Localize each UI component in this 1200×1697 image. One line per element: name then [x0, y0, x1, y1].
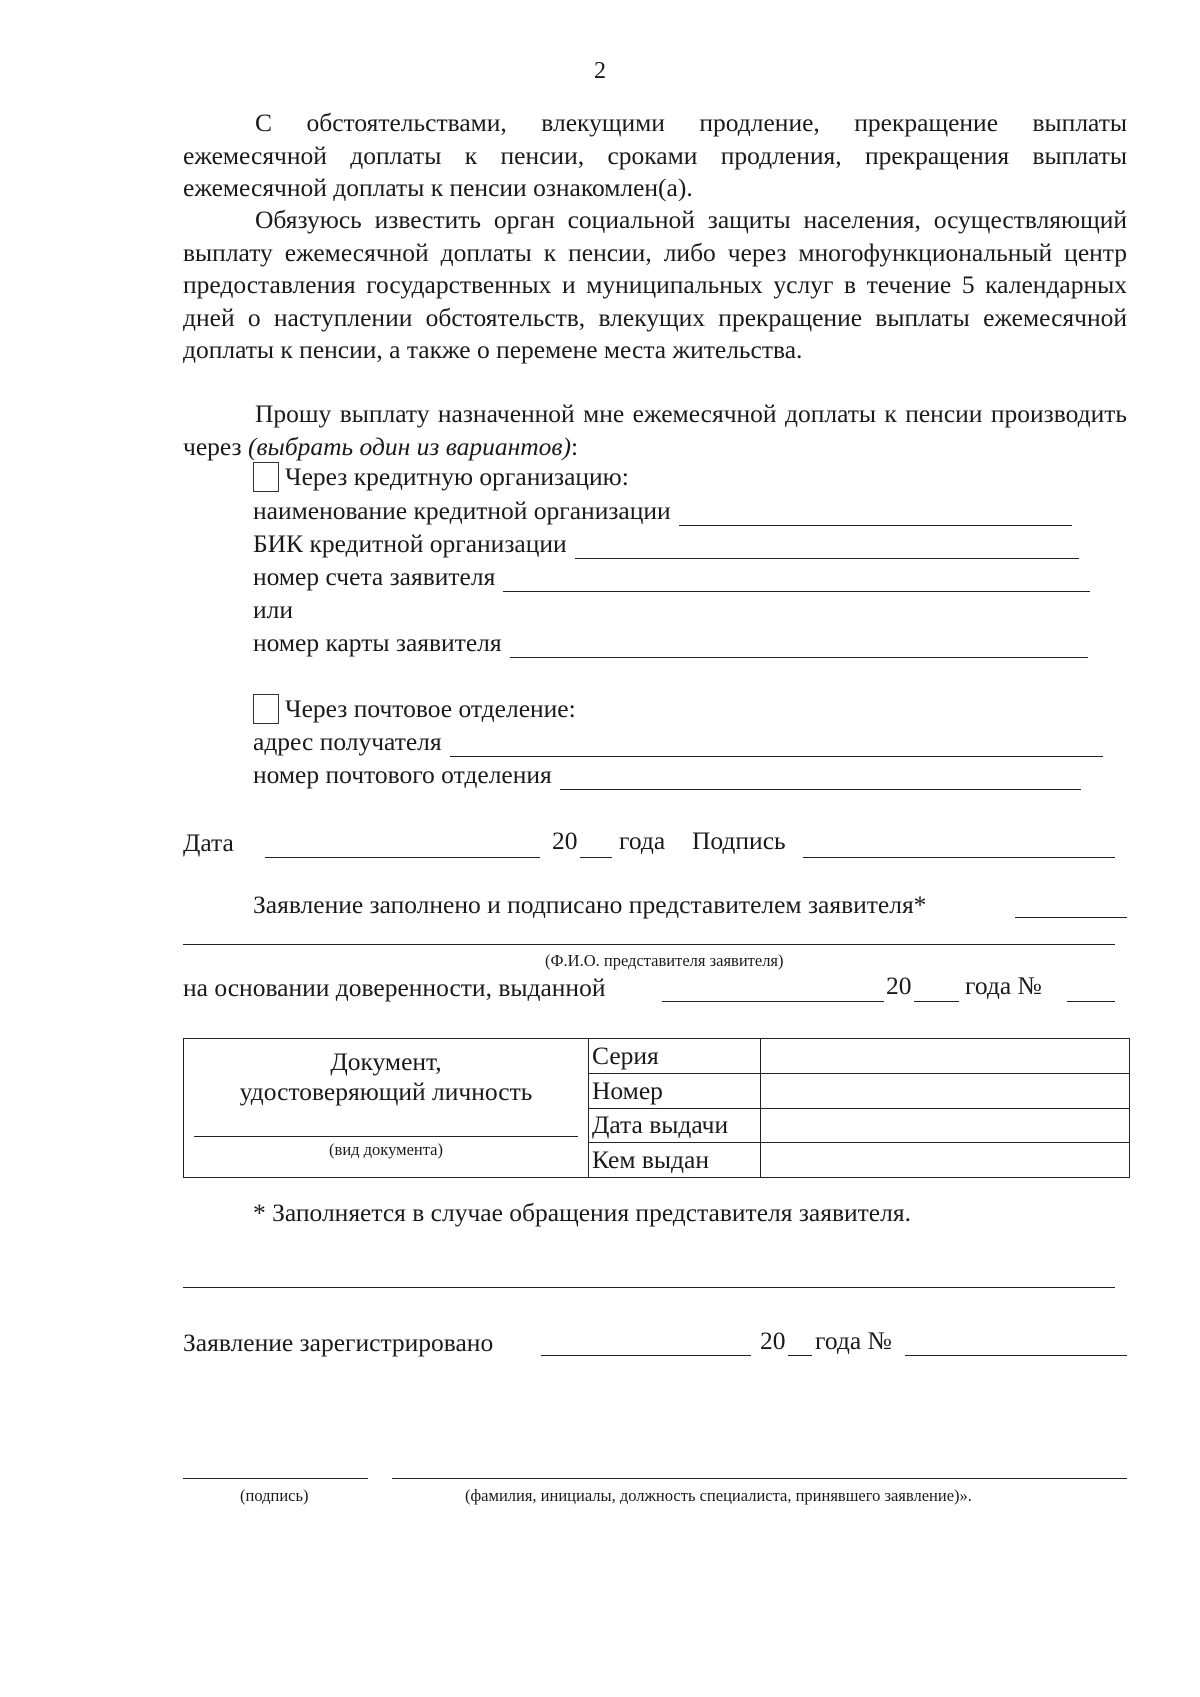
- proxy-number-field[interactable]: [1067, 1001, 1115, 1002]
- account-number-field[interactable]: [503, 567, 1090, 592]
- doc-number-field[interactable]: [761, 1073, 1130, 1108]
- registered-year-prefix: 20: [760, 1326, 786, 1355]
- signature-caption: (подпись): [240, 1486, 309, 1505]
- identity-document-type-caption: (вид документа): [329, 1140, 443, 1159]
- registered-year-label: года №: [815, 1326, 892, 1355]
- credit-name-row: [253, 496, 1072, 526]
- credit-name-field[interactable]: [679, 501, 1072, 526]
- account-number-label: номер счета заявителя: [253, 562, 496, 591]
- card-number-row: [253, 628, 1088, 658]
- paragraph-obligation-text: Обязуюсь известить орган социальной защиты населения, осуществляющий выплату ежемесячной доплаты к пенсии, либо через многофункциональный центр предоставления государственных и муниципальных услуг в течение 5 календарных дней о наступлении обстоятельств, влекущих прекращение выплаты ежемесячной доплаты к пенсии, а также о перемене места жительства.: [183, 205, 1127, 364]
- date-field[interactable]: [265, 857, 540, 858]
- credit-name-label: наименование кредитной организации: [253, 496, 671, 525]
- doc-series-field[interactable]: [761, 1039, 1130, 1074]
- specialist-signature-field[interactable]: [183, 1478, 368, 1479]
- page-number: 2: [594, 58, 606, 84]
- representative-name-field[interactable]: [183, 944, 1115, 945]
- credit-bik-label: БИК кредитной организации: [253, 529, 567, 558]
- post-office-checkbox[interactable]: [253, 694, 279, 724]
- doc-number-label: Номер: [589, 1073, 761, 1108]
- date-year-label: года: [619, 826, 666, 855]
- proxy-year-label: года №: [965, 971, 1042, 1000]
- registered-year-field[interactable]: [788, 1355, 812, 1356]
- card-number-field[interactable]: [510, 633, 1088, 658]
- identity-document-type-cell: [184, 1039, 589, 1178]
- post-office-number-field[interactable]: [560, 765, 1081, 790]
- specialist-caption: (фамилия, инициалы, должность специалиста, принявшего заявление)».: [465, 1486, 972, 1505]
- payment-request-hint: (выбрать один из вариантов): [247, 431, 571, 461]
- footnote: * Заполняется в случае обращения представителя заявителя.: [253, 1198, 911, 1227]
- option-credit-organization[interactable]: [253, 462, 629, 492]
- option-post-office[interactable]: [253, 694, 576, 724]
- payment-request-text: Прошу выплату назначенной мне ежемесячной доплаты к пенсии производить через: [183, 399, 1127, 461]
- credit-bik-field[interactable]: [575, 534, 1079, 559]
- card-number-label: номер карты заявителя: [253, 628, 502, 657]
- recipient-address-field[interactable]: [450, 732, 1103, 757]
- date-year-prefix: 20: [552, 826, 578, 855]
- doc-issued-by-label: Кем выдан: [589, 1143, 761, 1178]
- doc-issue-date-label: Дата выдачи: [589, 1108, 761, 1143]
- or-label: или: [253, 595, 294, 624]
- separator-line: [183, 1287, 1115, 1288]
- doc-issue-date-field[interactable]: [761, 1108, 1130, 1143]
- recipient-address-label: адрес получателя: [253, 727, 442, 756]
- signature-label: Подпись: [692, 826, 786, 855]
- post-office-number-label: номер почтового отделения: [253, 760, 552, 789]
- proxy-label: на основании доверенности, выданной: [183, 973, 606, 1002]
- credit-organization-label: Через кредитную организацию:: [285, 462, 629, 491]
- proxy-year-prefix: 20: [886, 971, 912, 1000]
- paragraph-payment-request: [183, 398, 1127, 463]
- payment-request-colon: :: [570, 431, 579, 461]
- credit-organization-checkbox[interactable]: [253, 462, 279, 492]
- doc-issued-by-field[interactable]: [761, 1143, 1130, 1178]
- account-number-row: [253, 562, 1090, 592]
- signature-field[interactable]: [803, 857, 1115, 858]
- registered-label: Заявление зарегистрировано: [183, 1328, 494, 1357]
- identity-document-title-1: Документ,: [330, 1047, 442, 1076]
- representative-name-caption: (Ф.И.О. представителя заявителя): [545, 951, 784, 970]
- registered-number-field[interactable]: [905, 1355, 1127, 1356]
- identity-document-table: [183, 1038, 1130, 1178]
- post-office-number-row: [253, 760, 1081, 790]
- specialist-name-field[interactable]: [392, 1478, 1127, 1479]
- paragraph-obligation: [183, 204, 1127, 367]
- paragraph-acknowledgement: [183, 107, 1127, 205]
- proxy-year-field[interactable]: [914, 1001, 959, 1002]
- credit-bik-row: [253, 529, 1079, 559]
- identity-document-title-2: удостоверяющий личность: [239, 1077, 533, 1106]
- date-label: Дата: [183, 828, 234, 857]
- post-office-label: Через почтовое отделение:: [285, 694, 576, 723]
- doc-series-label: Серия: [589, 1039, 761, 1074]
- or-row: [253, 595, 293, 625]
- registered-date-field[interactable]: [541, 1355, 751, 1356]
- proxy-issued-field[interactable]: [662, 1001, 884, 1002]
- representative-field-end[interactable]: [1015, 917, 1127, 918]
- representative-text: Заявление заполнено и подписано представителем заявителя*: [253, 890, 927, 919]
- date-year-field[interactable]: [580, 857, 612, 858]
- recipient-address-row: [253, 727, 1103, 757]
- paragraph-acknowledgement-text: С обстоятельствами, влекущими продление, прекращение выплаты ежемесячной доплаты к пенсии, сроками продления, прекращения выплаты ежемесячной доплаты к пенсии ознакомлен(а).: [183, 108, 1127, 202]
